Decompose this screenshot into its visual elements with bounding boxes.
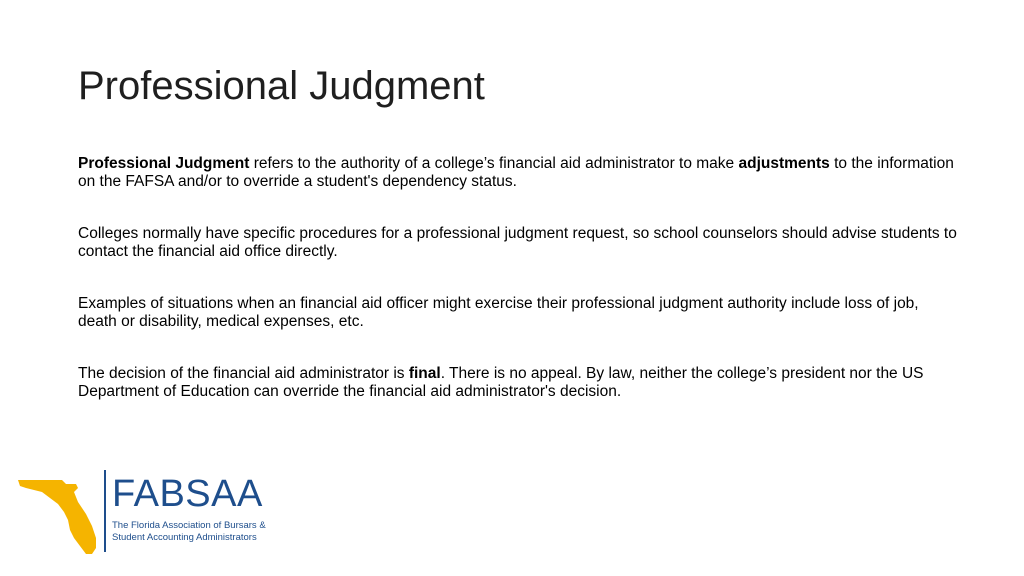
paragraph-definition	[78, 155, 958, 191]
bold-term-final: final	[408, 365, 441, 382]
paragraph-text: . There is no appeal. By law, neither the college’s president nor the US Department of Education can override the financial aid administrator's decision.	[78, 365, 924, 400]
florida-state-icon	[16, 474, 102, 556]
paragraph-text: The decision of the financial aid administrator is	[78, 365, 409, 382]
logo-wordmark: FABSAA	[112, 473, 263, 515]
logo-subtitle-line-2: Student Accounting Administrators	[112, 532, 257, 543]
slide-body	[78, 155, 958, 435]
logo-divider	[104, 470, 106, 552]
paragraph-text: refers to the authority of a college’s financial aid administrator to make	[249, 155, 739, 172]
paragraph-examples: Examples of situations when an financial aid officer might exercise their professional judgment authority include loss of job, death or disability, medical expenses, etc.	[78, 295, 919, 330]
bold-term-adjustments: adjustments	[738, 155, 830, 172]
paragraph-text: to the information on the FAFSA and/or to override a student's dependency status.	[78, 155, 954, 190]
slide-title: Professional Judgment	[78, 64, 485, 108]
bold-term-professional-judgment: Professional Judgment	[78, 155, 250, 172]
logo-subtitle	[112, 520, 266, 544]
logo-subtitle-line-1: The Florida Association of Bursars &	[112, 520, 266, 531]
fabsaa-logo	[16, 470, 316, 560]
paragraph-decision	[78, 365, 958, 401]
paragraph-procedures: Colleges normally have specific procedures for a professional judgment request, so school counselors should advise students to contact the financial aid office directly.	[78, 225, 957, 260]
